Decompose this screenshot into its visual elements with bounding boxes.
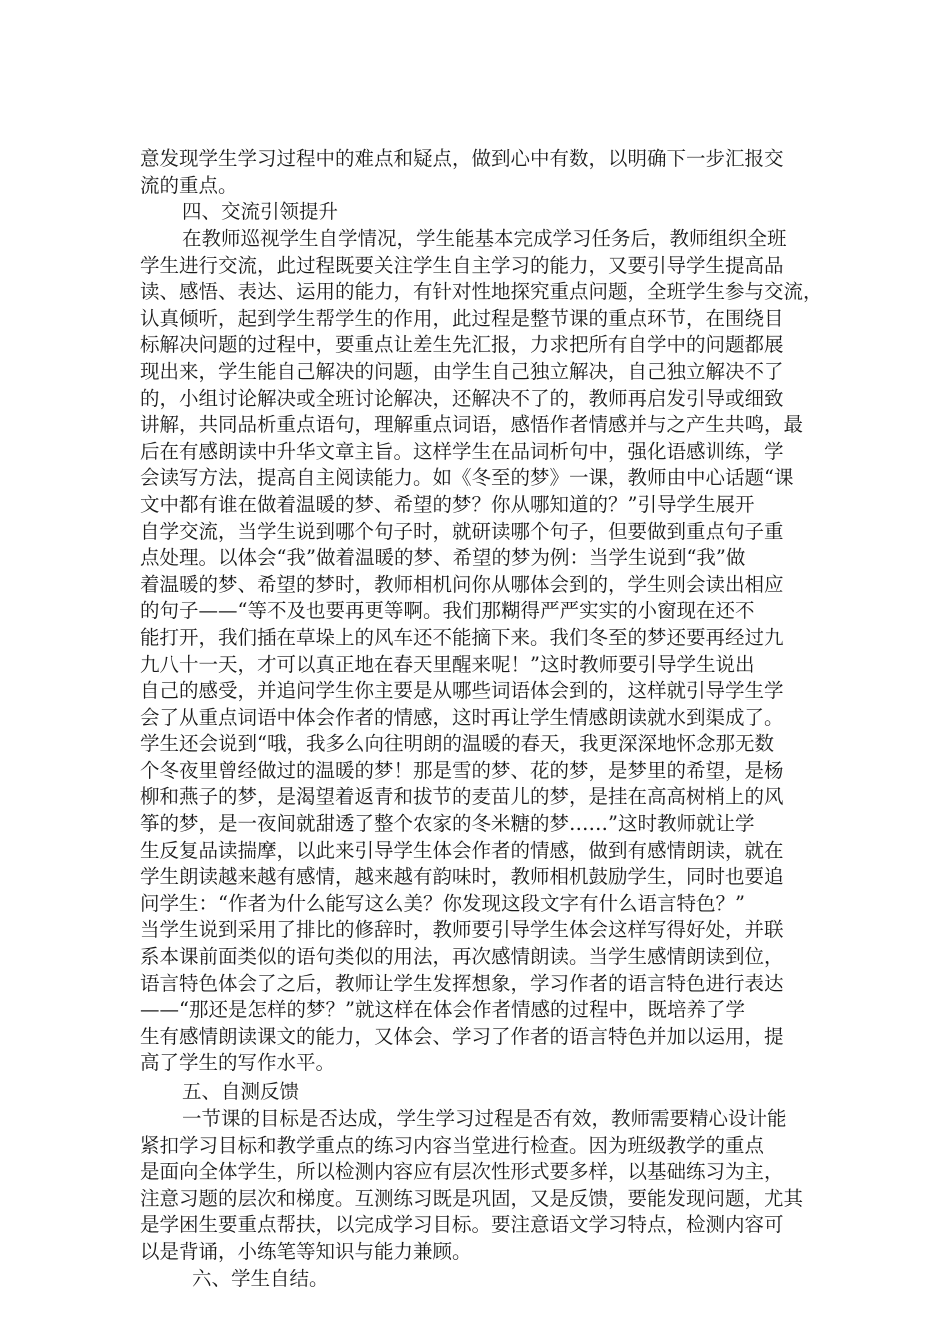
section-heading-5: 五、自测反馈 [182, 1080, 300, 1103]
section-heading-4: 四、交流引领提升 [182, 200, 339, 223]
text-line: 是面向全体学生，所以检测内容应有层次性形式要多样，以基础练习为主， [140, 1160, 784, 1184]
text-line: 流的重点。 [140, 173, 238, 197]
text-line: 学生还会说到“哦，我多么向往明朗的温暖的春天，我更深深地怀念那无数 [140, 732, 774, 756]
text-line: 现出来，学生能自己解决的问题，由学生自己独立解决，自己独立解决不了 [140, 359, 784, 383]
text-line: 以是背诵，小练笔等知识与能力兼顾。 [140, 1239, 472, 1263]
section-4-paragraph [140, 226, 860, 1077]
text-line: 的，小组讨论解决或全班讨论解决，还解决不了的，教师再启发引导或细致 [140, 386, 784, 410]
section-heading-6: 六、学生自结。 [192, 1267, 329, 1290]
text-line: 一节课的目标是否达成，学生学习过程是否有效，教师需要精心设计能 [182, 1107, 787, 1130]
intro-paragraph [140, 146, 860, 199]
text-line: 标解决问题的过程中，要重点让差生先汇报，力求把所有自学中的问题都展 [140, 333, 784, 357]
text-line: 意发现学生学习过程中的难点和疑点，做到心中有数，以明确下一步汇报交 [140, 147, 784, 170]
text-line: 生反复品读揣摩，以此来引导学生体会作者的情感，做到有感情朗读，就在 [140, 838, 784, 862]
text-line: 是学困生要重点帮扶，以完成学习目标。要注意语文学习特点，检测内容可 [140, 1213, 784, 1237]
text-line: 个冬夜里曾经做过的温暖的梦！那是雪的梦、花的梦，是梦里的希望，是杨 [140, 758, 784, 782]
text-line: 会了从重点词语中体会作者的情感，这时再让学生情感朗读就水到渠成了。 [140, 705, 784, 729]
text-line: 文中都有谁在做着温暖的梦、希望的梦？你从哪知道的？”引导学生展开 [140, 492, 755, 516]
text-line: 自学交流，当学生说到哪个句子时，就研读哪个句子，但要做到重点句子重 [140, 519, 784, 543]
text-line: 的句子——“等不及也要再更等啊。我们那糊得严严实实的小窗现在还不 [140, 599, 755, 623]
text-line: 着温暖的梦、希望的梦时，教师相机问你从哪体会到的，学生则会读出相应 [140, 572, 784, 596]
text-line: 学生进行交流，此过程既要关注学生自主学习的能力，又要引导学生提高品 [140, 253, 784, 277]
text-line: 紧扣学习目标和教学重点的练习内容当堂进行检查。因为班级教学的重点 [140, 1133, 765, 1157]
text-line: ——“那还是怎样的梦？”就这样在体会作者情感的过程中，既培养了学 [140, 998, 745, 1022]
text-line: 自己的感受，并追问学生你主要是从哪些词语体会到的，这样就引导学生学 [140, 679, 784, 703]
text-line: 问学生：“作者为什么能写这么美？你发现这段文字有什么语言特色？” [140, 891, 745, 915]
text-line: 在教师巡视学生自学情况，学生能基本完成学习任务后，教师组织全班 [182, 227, 787, 250]
text-line: 读、感悟、表达、运用的能力，有针对性地探究重点问题，全班学生参与交流， [140, 280, 823, 304]
text-line: 能打开，我们插在草垛上的风车还不能摘下来。我们冬至的梦还要再经过九 [140, 625, 784, 649]
text-line: 九八十一天，才可以真正地在春天里醒来呢！”这时教师要引导学生说出 [140, 652, 755, 676]
text-line: 高了学生的写作水平。 [140, 1051, 336, 1075]
text-line: 筝的梦，是一夜间就甜透了整个农家的冬米糖的梦……”这时教师就让学 [140, 812, 755, 836]
text-line: 生有感情朗读课文的能力，又体会、学习了作者的语言特色并加以运用，提 [140, 1024, 784, 1048]
text-line: 后在有感朗读中升华文章主旨。这样学生在品词析句中，强化语感训练，学 [140, 439, 784, 463]
text-line: 认真倾听，起到学生帮学生的作用，此过程是整节课的重点环节，在围绕目 [140, 306, 784, 330]
text-line: 注意习题的层次和梯度。互测练习既是巩固，又是反馈，要能发现问题，尤其 [140, 1186, 804, 1210]
text-line: 讲解，共同品析重点语句，理解重点词语，感悟作者情感并与之产生共鸣，最 [140, 413, 804, 437]
text-line: 点处理。以体会“我”做着温暖的梦、希望的梦为例：当学生说到“我”做 [140, 546, 746, 570]
text-line: 柳和燕子的梦，是渴望着返青和拔节的麦苗儿的梦，是挂在高高树梢上的风 [140, 785, 784, 809]
text-line: 会读写方法，提高自主阅读能力。如《冬至的梦》一课，教师由中心话题“课 [140, 466, 794, 490]
text-line: 当学生说到采用了排比的修辞时，教师要引导学生体会这样写得好处，并联 [140, 918, 784, 942]
section-5-paragraph [140, 1106, 860, 1266]
text-line: 系本课前面类似的语句类似的用法，再次感情朗读。当学生感情朗读到位， [140, 945, 784, 969]
text-line: 语言特色体会了之后，教师让学生发挥想象，学习作者的语言特色进行表达 [140, 971, 784, 995]
text-line: 学生朗读越来越有感情，越来越有韵味时，教师相机鼓励学生，同时也要追 [140, 865, 784, 889]
